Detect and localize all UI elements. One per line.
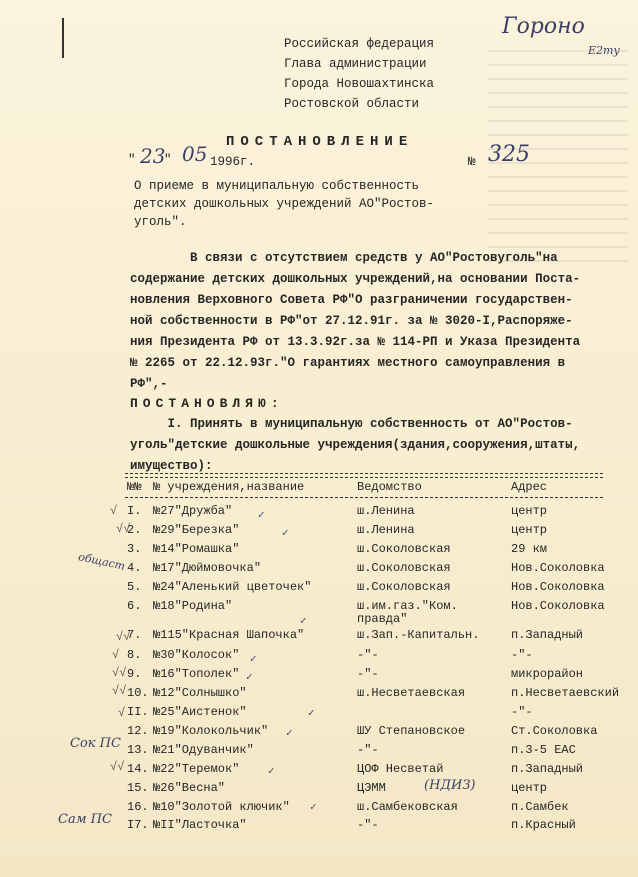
table-row: [127, 724, 617, 743]
tick-mark-icon: ✓: [310, 802, 317, 814]
preamble-line-6: № 2265 от 22.12.93г."О гарантиях местного самоуправления в: [130, 356, 566, 370]
row-number: 2.: [127, 523, 142, 537]
row-number: 15.: [127, 781, 149, 795]
row-address: Ст.Соколовка: [511, 724, 598, 738]
tick-mark-icon: ✓: [258, 510, 265, 522]
col-header-address: Адрес: [511, 480, 548, 494]
clause1-line-3: имущество):: [130, 459, 213, 473]
table-row: [127, 686, 620, 705]
table-row: [127, 523, 617, 542]
table-row: [127, 628, 617, 647]
table-rule-top-2: [125, 477, 603, 478]
preamble-line-1: В связи с отсутствием средств у АО"Ростовуголь"на: [130, 251, 558, 265]
table-rule-top-1: [125, 473, 603, 474]
row-address: 29 км: [511, 542, 548, 556]
row-department: ЦОФ Несветай: [357, 762, 444, 776]
table-row: [127, 561, 617, 580]
number-sign: №: [468, 155, 476, 169]
date-close-quote: ": [164, 153, 172, 167]
row-institution: №22"Теремок": [153, 762, 240, 776]
row-address: п.Западный: [511, 628, 584, 642]
row-institution: №12"Солнышко": [153, 686, 247, 700]
tick-mark-icon: ✓: [300, 616, 307, 628]
handwritten-side-note-1: общаст: [77, 550, 127, 573]
row-department: ш.Соколовская: [357, 580, 451, 594]
tick-mark-icon: ✓: [282, 528, 289, 540]
subject-line-3: уголь".: [134, 215, 187, 229]
checkmark-icon: √: [112, 648, 120, 662]
tick-mark-icon: ✓: [268, 766, 275, 778]
row-department: ш.Несветаевская: [357, 686, 466, 700]
row-department: -"-: [357, 743, 379, 757]
table-row: [127, 580, 617, 599]
checkmark-icon: √√: [116, 630, 131, 644]
table-row: [127, 667, 617, 686]
header-line-4: Ростовской области: [284, 97, 420, 111]
row-institution: №29"Березка": [153, 523, 240, 537]
row-institution: №14"Ромашка": [153, 542, 240, 556]
row-number: II.: [127, 705, 149, 719]
subject-line-2: детских дошкольных учреждений АО"Ростов-: [134, 197, 435, 211]
row-institution: №19"Колокольчик": [153, 724, 269, 738]
row-address: -"-: [511, 705, 533, 719]
checkmark-icon: √√: [112, 684, 127, 698]
checkmark-icon: √√: [110, 760, 125, 774]
table-row: [127, 800, 617, 819]
checkmark-icon: √√: [112, 666, 127, 680]
header-line-3: Города Новошахтинска: [284, 77, 435, 91]
preamble-line-2: содержание детских дошкольных учреждений,на основании Поста-: [130, 272, 581, 286]
row-department: ш.им.газ."Ком.: [357, 599, 458, 613]
tick-mark-icon: ✓: [308, 708, 315, 720]
row-institution: №21"Одуванчик": [153, 743, 254, 757]
tick-mark-icon: ✓: [246, 672, 253, 684]
header-line-1: Российская федерация: [284, 37, 435, 51]
row-institution: №25"Аистенок": [153, 705, 247, 719]
handwritten-side-note-2: Сок ПС: [70, 736, 121, 751]
row-number: I7.: [127, 818, 149, 832]
tick-mark-icon: ✓: [286, 728, 293, 740]
col-header-num: №№: [127, 480, 142, 494]
handwritten-day: 23: [140, 144, 166, 168]
row-address: центр: [511, 781, 548, 795]
row-department: ш.Самбековская: [357, 800, 458, 814]
row-department: ш.Ленина: [357, 523, 415, 537]
row-institution: №16"Тополек": [153, 667, 240, 681]
col-header-dept: Ведомство: [357, 480, 422, 494]
row-address: п.Красный: [511, 818, 576, 832]
row-address: центр: [511, 523, 548, 537]
row-number: I.: [127, 504, 142, 518]
row-department: ЦЭММ: [357, 781, 386, 795]
row-number: 13.: [127, 743, 149, 757]
row-institution: №26"Весна": [153, 781, 226, 795]
row-address: Нов.Соколовка: [511, 580, 605, 594]
row-department: -"-: [357, 648, 379, 662]
row-department: ШУ Степановское: [357, 724, 466, 738]
row-department: -"-: [357, 818, 379, 832]
handwritten-doc-number: 325: [488, 142, 530, 167]
col-header-name: № учреждения,название: [153, 480, 305, 494]
table-row: [127, 648, 617, 667]
row-address: Нов.Соколовка: [511, 561, 605, 575]
row-number: 6.: [127, 599, 142, 613]
row-institution: №30"Колосок": [153, 648, 240, 662]
preamble-line-7: РФ",-: [130, 377, 168, 391]
row-address: центр: [511, 504, 548, 518]
decree-word: ПОСТАНОВЛЯЮ:: [130, 396, 284, 411]
row-number: 14.: [127, 762, 149, 776]
row-department: -"-: [357, 667, 379, 681]
row-institution: №II"Ласточка": [153, 818, 247, 832]
row-department: правда": [357, 612, 408, 626]
row-institution: №17"Дюймовочка": [153, 561, 262, 575]
margin-mark: [62, 18, 64, 58]
row-number: 8.: [127, 648, 142, 662]
date-open-quote: ": [128, 153, 136, 167]
preamble-line-5: ния Президента РФ от 13.3.92г.за № 114-РП и Указа Президента: [130, 335, 581, 349]
preamble-line-4: ной собственности в РФ"от 27.12.91г. за № 3020-I,Распоряже-: [130, 314, 573, 328]
checkmark-icon: √: [110, 504, 118, 518]
table-row: [127, 743, 617, 762]
table-row: [127, 781, 617, 800]
row-number: 10.: [127, 686, 149, 700]
row-address: -"-: [511, 648, 533, 662]
row-number: 16.: [127, 800, 149, 814]
row-number: 7.: [127, 628, 142, 642]
row-address: п.3-5 ЕАС: [511, 743, 576, 757]
clause1-line-1: I. Принять в муниципальную собственность от АО"Ростов-: [130, 417, 573, 431]
clause1-line-2: уголь"детские дошкольные учреждения(здания,сооружения,штаты,: [130, 438, 581, 452]
row-department: ш.Соколовская: [357, 561, 451, 575]
handwritten-gorono: Гороно: [502, 14, 585, 39]
row-address: п.Самбек: [511, 800, 569, 814]
row-institution: №115"Красная Шапочка": [153, 628, 305, 642]
row-institution: №18"Родина": [153, 599, 233, 613]
row-number: 5.: [127, 580, 142, 594]
row-department: ш.Ленина: [357, 504, 415, 518]
row-address: Нов.Соколовка: [511, 599, 605, 613]
table-row: [127, 504, 617, 523]
row-institution: №24"Аленький цветочек": [153, 580, 312, 594]
document-title: ПОСТАНОВЛЕНИЕ: [226, 134, 414, 150]
row-number: 9.: [127, 667, 142, 681]
date-year: 1996г.: [210, 155, 256, 169]
checkmark-icon: √√: [116, 522, 131, 536]
handwritten-corner-note: E2ту: [588, 44, 620, 57]
table-row: [127, 542, 617, 561]
handwritten-paren-note: (НДИЗ): [424, 778, 476, 793]
tick-mark-icon: ✓: [250, 654, 257, 666]
handwritten-month: 05: [182, 142, 208, 166]
row-number: 4.: [127, 561, 142, 575]
row-number: 3.: [127, 542, 142, 556]
row-department: ш.Зап.-Капитальн.: [357, 628, 480, 642]
handwritten-side-note-3: Сам ПС: [58, 812, 112, 827]
row-address: микрорайон: [511, 667, 584, 681]
preamble-line-3: новления Верховного Совета РФ"О разграничении государствен-: [130, 293, 573, 307]
row-department: ш.Соколовская: [357, 542, 451, 556]
row-address: п.Несветаевский: [511, 686, 620, 700]
table-row: [127, 818, 617, 837]
row-institution: №27"Дружба": [153, 504, 233, 518]
row-institution: №10"Золотой ключик": [153, 800, 290, 814]
header-line-2: Глава администрации: [284, 57, 427, 71]
table-row: [127, 705, 617, 724]
checkmark-icon: √: [118, 706, 126, 720]
subject-line-1: О приеме в муниципальную собственность: [134, 179, 420, 193]
row-address: п.Западный: [511, 762, 584, 776]
row-number: 12.: [127, 724, 149, 738]
table-row: [127, 762, 617, 781]
table-header-row: [127, 480, 617, 499]
